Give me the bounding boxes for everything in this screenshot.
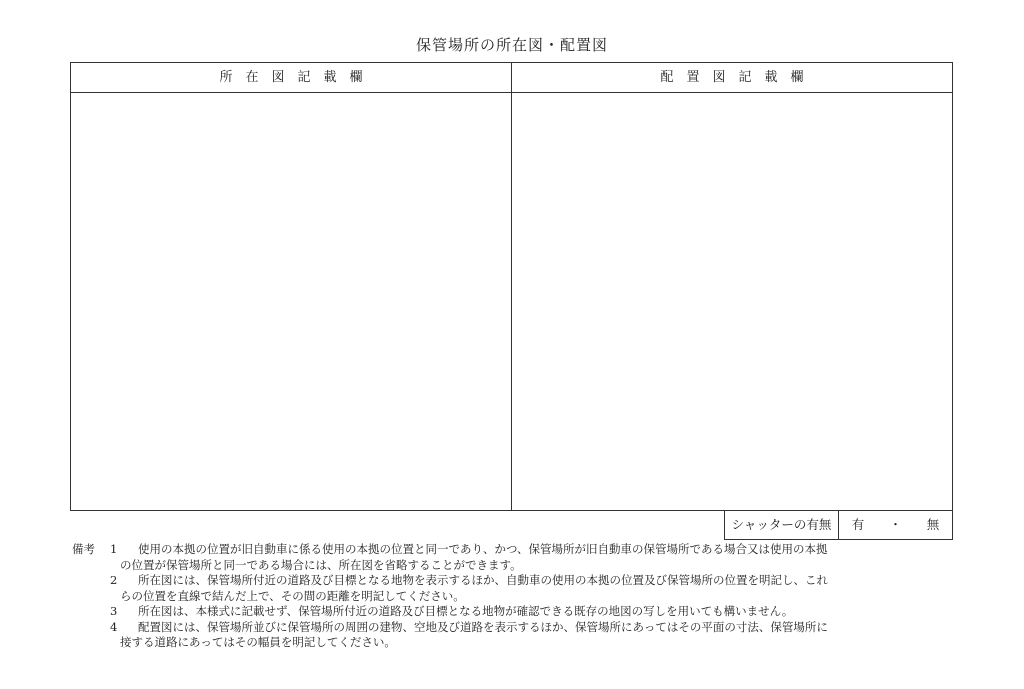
note-item <box>72 542 952 573</box>
notes-section <box>72 542 952 651</box>
note-text: 所在図は、本様式に記載せず、保管場所付近の道路及び目標となる地物が確認できる既存の地図の写しを用いても構いません。 <box>138 604 794 618</box>
note-number: 3 <box>110 604 118 618</box>
note-text-continued: らの位置を直線で結んだ上で、その間の距離を明記してください。 <box>120 588 465 603</box>
note-number: 4 <box>110 619 118 634</box>
location-map-column <box>71 63 512 510</box>
notes-prefix: 備考 <box>72 542 95 556</box>
note-item <box>72 573 952 604</box>
shutter-row <box>724 510 953 540</box>
shutter-choice[interactable]: 有 ・ 無 <box>851 517 940 532</box>
location-map-header: 所 在 図 記 載 欄 <box>71 63 511 93</box>
note-number: 2 <box>110 573 118 587</box>
note-text: 配置図には、保管場所並びに保管場所の周囲の建物、空地及び道路を表示するほか、保管場所にあってはその平面の寸法、保管場所に <box>138 619 828 634</box>
note-text-continued: 接する道路にあってはその幅員を明記してください。 <box>120 635 396 649</box>
shutter-label: シャッターの有無 <box>725 511 839 539</box>
note-number: 1 <box>110 542 118 556</box>
note-text-continued: の位置が保管場所と同一である場合には、所在図を省略することができます。 <box>120 557 522 572</box>
layout-map-column <box>512 63 952 510</box>
note-text: 使用の本拠の位置が旧自動車に係る使用の本拠の位置と同一であり、かつ、保管場所が旧自動車の保管場所である場合又は使用の本拠 <box>138 542 828 556</box>
layout-map-header: 配 置 図 記 載 欄 <box>512 63 952 93</box>
note-text: 所在図には、保管場所付近の道路及び目標となる地物を表示するほか、自動車の使用の本拠の位置及び保管場所の位置を明記し、これ <box>138 573 828 587</box>
note-item <box>72 620 952 651</box>
location-map-area[interactable] <box>71 93 511 509</box>
layout-map-area[interactable] <box>512 93 952 509</box>
note-item <box>72 604 952 620</box>
map-table <box>70 62 953 511</box>
form-title: 保管場所の所在図・配置図 <box>415 36 608 54</box>
